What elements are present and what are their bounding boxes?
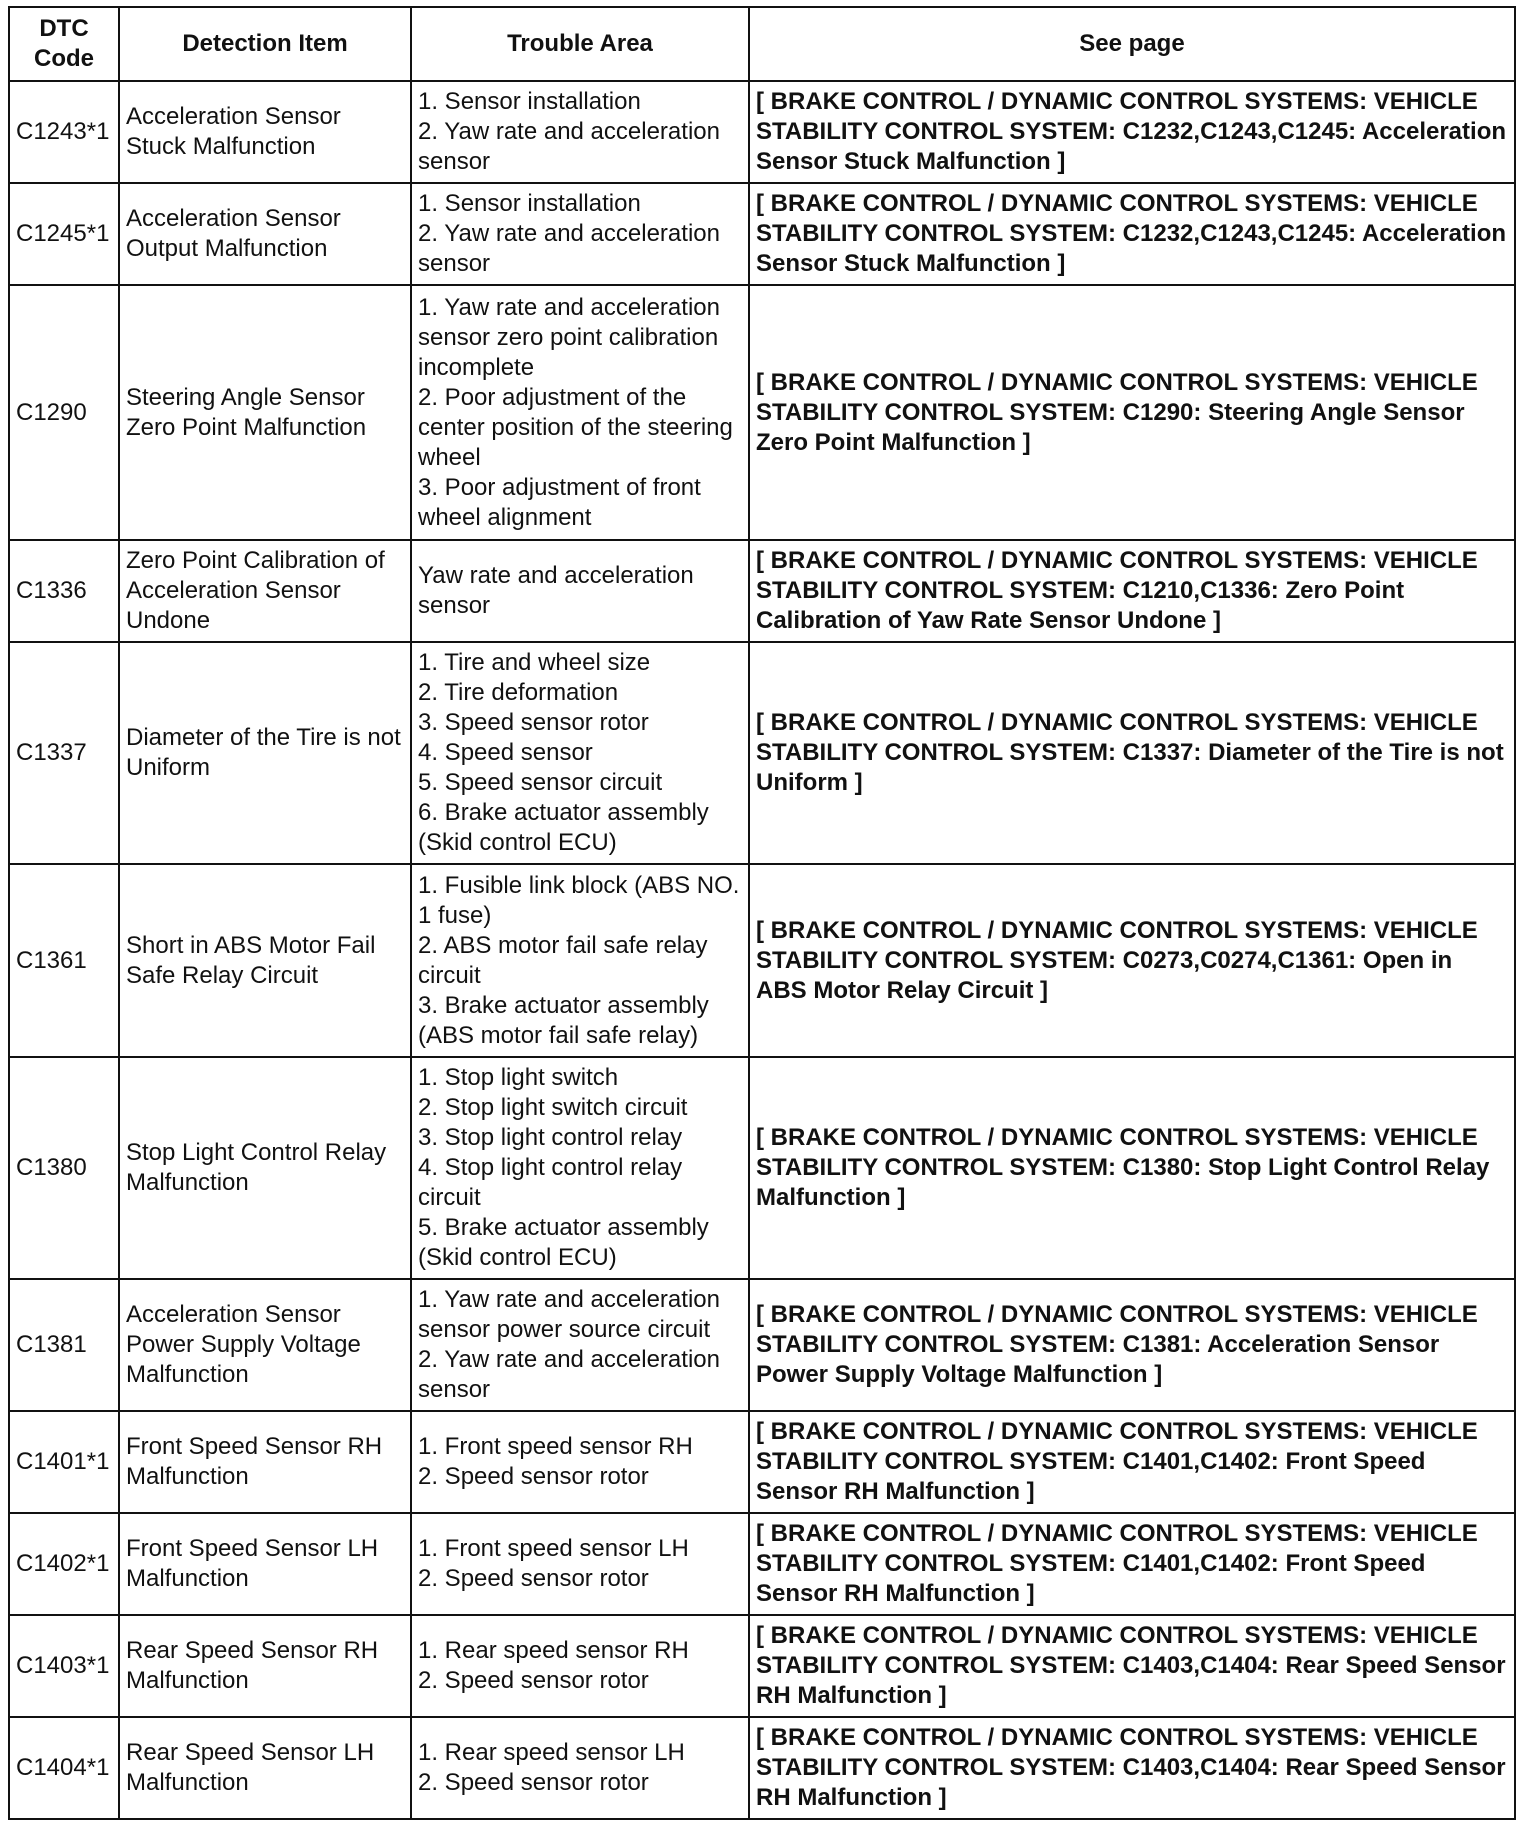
- dtc-code-cell: C1290: [9, 285, 119, 540]
- dtc-code-cell: C1336: [9, 540, 119, 642]
- table-row: [9, 183, 1515, 285]
- dtc-code-cell: C1403*1: [9, 1615, 119, 1717]
- see-page-cell: [ BRAKE CONTROL / DYNAMIC CONTROL SYSTEMS: VEHICLE STABILITY CONTROL SYSTEM: C1381: Acceleration Sensor Power Supply Voltage Malfunction ]: [749, 1279, 1515, 1411]
- trouble-area-cell: 1. Yaw rate and acceleration sensor zero point calibration incomplete 2. Poor adjustment of the center position of the steering wheel 3. Poor adjustment of front wheel alignment: [411, 285, 749, 540]
- trouble-area-cell: 1. Front speed sensor LH 2. Speed sensor rotor: [411, 1513, 749, 1615]
- detection-item-cell: Rear Speed Sensor RH Malfunction: [119, 1615, 411, 1717]
- see-page-cell: [ BRAKE CONTROL / DYNAMIC CONTROL SYSTEMS: VEHICLE STABILITY CONTROL SYSTEM: C1210,C1336: Zero Point Calibration of Yaw Rate Sensor Undone ]: [749, 540, 1515, 642]
- table-row: [9, 1411, 1515, 1513]
- table-row: [9, 285, 1515, 540]
- dtc-code-cell: C1337: [9, 642, 119, 864]
- trouble-area-cell: Yaw rate and acceleration sensor: [411, 540, 749, 642]
- table-row: [9, 642, 1515, 864]
- dtc-code-cell: C1401*1: [9, 1411, 119, 1513]
- dtc-code-cell: C1245*1: [9, 183, 119, 285]
- dtc-code-cell: C1243*1: [9, 81, 119, 183]
- see-page-cell: [ BRAKE CONTROL / DYNAMIC CONTROL SYSTEMS: VEHICLE STABILITY CONTROL SYSTEM: C1401,C1402: Front Speed Sensor RH Malfunction ]: [749, 1513, 1515, 1615]
- detection-item-cell: Acceleration Sensor Power Supply Voltage Malfunction: [119, 1279, 411, 1411]
- trouble-area-cell: 1. Rear speed sensor LH 2. Speed sensor rotor: [411, 1717, 749, 1819]
- trouble-area-cell: 1. Rear speed sensor RH 2. Speed sensor rotor: [411, 1615, 749, 1717]
- see-page-cell: [ BRAKE CONTROL / DYNAMIC CONTROL SYSTEMS: VEHICLE STABILITY CONTROL SYSTEM: C1401,C1402: Front Speed Sensor RH Malfunction ]: [749, 1411, 1515, 1513]
- header-trouble-area: Trouble Area: [411, 7, 749, 81]
- dtc-code-cell: C1380: [9, 1057, 119, 1279]
- detection-item-cell: Stop Light Control Relay Malfunction: [119, 1057, 411, 1279]
- table-row: [9, 81, 1515, 183]
- dtc-code-cell: C1361: [9, 864, 119, 1057]
- header-see-page: See page: [749, 7, 1515, 81]
- detection-item-cell: Front Speed Sensor RH Malfunction: [119, 1411, 411, 1513]
- detection-item-cell: Acceleration Sensor Stuck Malfunction: [119, 81, 411, 183]
- detection-item-cell: Acceleration Sensor Output Malfunction: [119, 183, 411, 285]
- see-page-cell: [ BRAKE CONTROL / DYNAMIC CONTROL SYSTEMS: VEHICLE STABILITY CONTROL SYSTEM: C1232,C1243,C1245: Acceleration Sensor Stuck Malfunction ]: [749, 183, 1515, 285]
- detection-item-cell: Zero Point Calibration of Acceleration Sensor Undone: [119, 540, 411, 642]
- dtc-code-cell: C1402*1: [9, 1513, 119, 1615]
- dtc-code-cell: C1404*1: [9, 1717, 119, 1819]
- trouble-area-cell: 1. Stop light switch 2. Stop light switch circuit 3. Stop light control relay 4. Stop light control relay circuit 5. Brake actuator assembly (Skid control ECU): [411, 1057, 749, 1279]
- see-page-cell: [ BRAKE CONTROL / DYNAMIC CONTROL SYSTEMS: VEHICLE STABILITY CONTROL SYSTEM: C1380: Stop Light Control Relay Malfunction ]: [749, 1057, 1515, 1279]
- trouble-area-cell: 1. Sensor installation 2. Yaw rate and acceleration sensor: [411, 81, 749, 183]
- detection-item-cell: Steering Angle Sensor Zero Point Malfunction: [119, 285, 411, 540]
- table-row: [9, 1615, 1515, 1717]
- dtc-code-cell: C1381: [9, 1279, 119, 1411]
- table-row: [9, 864, 1515, 1057]
- trouble-area-cell: 1. Tire and wheel size 2. Tire deformation 3. Speed sensor rotor 4. Speed sensor 5. Speed sensor circuit 6. Brake actuator assembly (Skid control ECU): [411, 642, 749, 864]
- see-page-cell: [ BRAKE CONTROL / DYNAMIC CONTROL SYSTEMS: VEHICLE STABILITY CONTROL SYSTEM: C1290: Steering Angle Sensor Zero Point Malfunction ]: [749, 285, 1515, 540]
- see-page-cell: [ BRAKE CONTROL / DYNAMIC CONTROL SYSTEMS: VEHICLE STABILITY CONTROL SYSTEM: C1403,C1404: Rear Speed Sensor RH Malfunction ]: [749, 1717, 1515, 1819]
- see-page-cell: [ BRAKE CONTROL / DYNAMIC CONTROL SYSTEMS: VEHICLE STABILITY CONTROL SYSTEM: C1337: Diameter of the Tire is not Uniform ]: [749, 642, 1515, 864]
- see-page-cell: [ BRAKE CONTROL / DYNAMIC CONTROL SYSTEMS: VEHICLE STABILITY CONTROL SYSTEM: C1232,C1243,C1245: Acceleration Sensor Stuck Malfunction ]: [749, 81, 1515, 183]
- trouble-area-cell: 1. Fusible link block (ABS NO. 1 fuse) 2. ABS motor fail safe relay circuit 3. Brake actuator assembly (ABS motor fail safe relay): [411, 864, 749, 1057]
- table-row: [9, 540, 1515, 642]
- see-page-cell: [ BRAKE CONTROL / DYNAMIC CONTROL SYSTEMS: VEHICLE STABILITY CONTROL SYSTEM: C0273,C0274,C1361: Open in ABS Motor Relay Circuit ]: [749, 864, 1515, 1057]
- detection-item-cell: Rear Speed Sensor LH Malfunction: [119, 1717, 411, 1819]
- header-dtc-code: DTC Code: [9, 7, 119, 81]
- table-header-row: [9, 7, 1515, 81]
- see-page-cell: [ BRAKE CONTROL / DYNAMIC CONTROL SYSTEMS: VEHICLE STABILITY CONTROL SYSTEM: C1403,C1404: Rear Speed Sensor RH Malfunction ]: [749, 1615, 1515, 1717]
- trouble-area-cell: 1. Yaw rate and acceleration sensor power source circuit 2. Yaw rate and acceleration sensor: [411, 1279, 749, 1411]
- detection-item-cell: Short in ABS Motor Fail Safe Relay Circuit: [119, 864, 411, 1057]
- table-row: [9, 1279, 1515, 1411]
- detection-item-cell: Front Speed Sensor LH Malfunction: [119, 1513, 411, 1615]
- table-row: [9, 1717, 1515, 1819]
- table-row: [9, 1057, 1515, 1279]
- header-detection-item: Detection Item: [119, 7, 411, 81]
- trouble-area-cell: 1. Sensor installation 2. Yaw rate and acceleration sensor: [411, 183, 749, 285]
- detection-item-cell: Diameter of the Tire is not Uniform: [119, 642, 411, 864]
- dtc-table: [8, 6, 1516, 1820]
- table-row: [9, 1513, 1515, 1615]
- trouble-area-cell: 1. Front speed sensor RH 2. Speed sensor rotor: [411, 1411, 749, 1513]
